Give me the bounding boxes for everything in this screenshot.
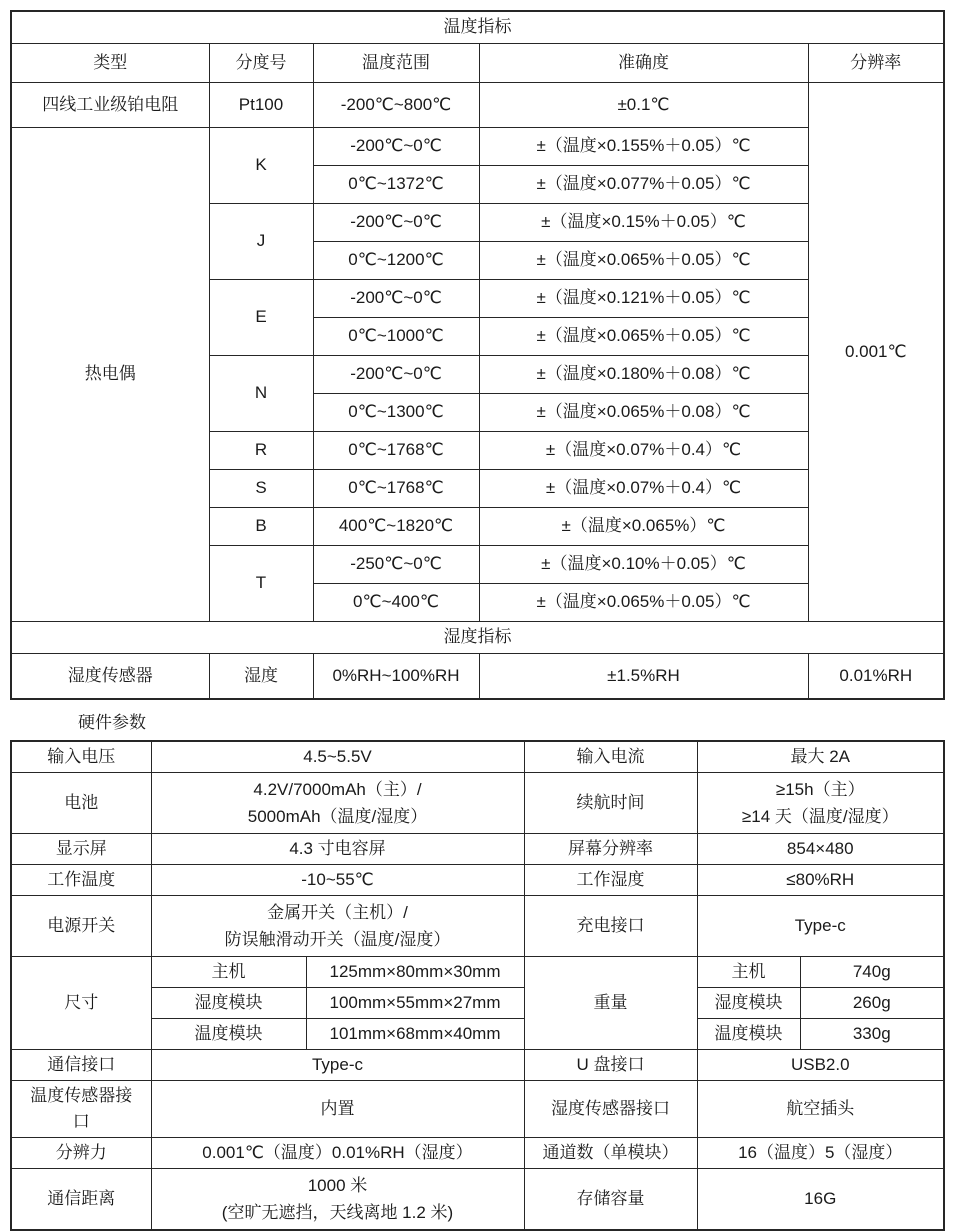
range-cell: -200℃~0℃ bbox=[313, 280, 479, 318]
accuracy-cell: ±（温度×0.07%＋0.4）℃ bbox=[479, 432, 808, 470]
pt100-type-cell: 四线工业级铂电阻 bbox=[11, 83, 209, 128]
range-cell: 0℃~1200℃ bbox=[313, 242, 479, 280]
spec-label: 通信距离 bbox=[11, 1169, 151, 1231]
power-switch-value-line1: 金属开关（主机）/ bbox=[267, 902, 408, 922]
accuracy-cell: ±（温度×0.121%＋0.05）℃ bbox=[479, 280, 808, 318]
accuracy-cell: ±（温度×0.10%＋0.05）℃ bbox=[479, 546, 808, 584]
resolution-value-cell: 0.001℃ bbox=[808, 83, 944, 622]
dimension-item-value: 100mm×55mm×27mm bbox=[306, 988, 524, 1019]
dimensions-label: 尺寸 bbox=[11, 957, 151, 1050]
spec-label: U 盘接口 bbox=[524, 1050, 697, 1081]
spec-label: 显示屏 bbox=[11, 834, 151, 865]
spec-value: 内置 bbox=[151, 1081, 524, 1138]
weight-item-name: 温度模块 bbox=[697, 1019, 800, 1050]
table-row bbox=[11, 1138, 944, 1169]
range-cell: -200℃~0℃ bbox=[313, 356, 479, 394]
range-cell: 0℃~1768℃ bbox=[313, 432, 479, 470]
index-cell-E: E bbox=[209, 280, 313, 356]
spec-label: 存储容量 bbox=[524, 1169, 697, 1231]
range-cell: -250℃~0℃ bbox=[313, 546, 479, 584]
index-cell-T: T bbox=[209, 546, 313, 622]
header-resolution: 分辨率 bbox=[808, 44, 944, 83]
range-cell: -200℃~0℃ bbox=[313, 128, 479, 166]
index-cell-R: R bbox=[209, 432, 313, 470]
dimension-item-name: 温度模块 bbox=[151, 1019, 306, 1050]
spec-label: 屏幕分辨率 bbox=[524, 834, 697, 865]
pt100-index-cell: Pt100 bbox=[209, 83, 313, 128]
table-row bbox=[11, 83, 944, 128]
spec-value: 0.001℃（温度）0.01%RH（湿度） bbox=[151, 1138, 524, 1169]
weight-item-value: 260g bbox=[800, 988, 944, 1019]
spec-value: 航空插头 bbox=[697, 1081, 944, 1138]
spec-label: 分辨力 bbox=[11, 1138, 151, 1169]
spec-value: 16（温度）5（湿度） bbox=[697, 1138, 944, 1169]
accuracy-cell: ±（温度×0.180%＋0.08）℃ bbox=[479, 356, 808, 394]
index-cell-B: B bbox=[209, 508, 313, 546]
spec-value: ≤80%RH bbox=[697, 865, 944, 896]
accuracy-cell: ±（温度×0.155%＋0.05）℃ bbox=[479, 128, 808, 166]
table-row bbox=[11, 773, 944, 834]
range-cell: 400℃~1820℃ bbox=[313, 508, 479, 546]
table-row bbox=[11, 622, 944, 654]
index-cell-S: S bbox=[209, 470, 313, 508]
dimension-item-name: 主机 bbox=[151, 957, 306, 988]
header-type: 类型 bbox=[11, 44, 209, 83]
spec-label: 电源开关 bbox=[11, 896, 151, 957]
humidity-section-title: 湿度指标 bbox=[11, 622, 944, 654]
spec-label: 工作温度 bbox=[11, 865, 151, 896]
accuracy-cell: ±（温度×0.065%＋0.05）℃ bbox=[479, 318, 808, 356]
humidity-resolution-cell: 0.01%RH bbox=[808, 654, 944, 700]
spec-label: 通信接口 bbox=[11, 1050, 151, 1081]
comm-distance-value-line2: (空旷无遮挡，天线离地 1.2 米) bbox=[221, 1203, 454, 1222]
table-row bbox=[11, 1169, 944, 1231]
spec-label: 充电接口 bbox=[524, 896, 697, 957]
accuracy-cell: ±（温度×0.065%＋0.08）℃ bbox=[479, 394, 808, 432]
spec-value: 4.3 寸电容屏 bbox=[151, 834, 524, 865]
weight-item-value: 740g bbox=[800, 957, 944, 988]
accuracy-cell: ±（温度×0.077%＋0.05）℃ bbox=[479, 166, 808, 204]
spec-label bbox=[11, 1081, 151, 1138]
spec-value: USB2.0 bbox=[697, 1050, 944, 1081]
humidity-range-cell: 0%RH~100%RH bbox=[313, 654, 479, 700]
comm-distance-value-line1: 1000 米 bbox=[307, 1175, 368, 1195]
range-cell: 0℃~1300℃ bbox=[313, 394, 479, 432]
range-cell: 0℃~1768℃ bbox=[313, 470, 479, 508]
spec-label: 工作湿度 bbox=[524, 865, 697, 896]
spec-value bbox=[697, 773, 944, 834]
spec-value: 16G bbox=[697, 1169, 944, 1231]
accuracy-cell: ±（温度×0.065%）℃ bbox=[479, 508, 808, 546]
table-row bbox=[11, 11, 944, 44]
table-row bbox=[11, 957, 944, 988]
table-row bbox=[11, 834, 944, 865]
temperature-section-title: 温度指标 bbox=[11, 11, 944, 44]
table-row bbox=[11, 1019, 944, 1050]
endurance-value-line1: ≥15h（主） bbox=[775, 779, 865, 799]
spec-value: 4.5~5.5V bbox=[151, 741, 524, 773]
index-cell-N: N bbox=[209, 356, 313, 432]
spec-value: -10~55℃ bbox=[151, 865, 524, 896]
power-switch-value-line2: 防误触滑动开关（温度/湿度） bbox=[224, 930, 451, 949]
pt100-range-cell: -200℃~800℃ bbox=[313, 83, 479, 128]
endurance-value-line2: ≥14 天（温度/湿度） bbox=[741, 807, 899, 826]
range-cell: 0℃~1000℃ bbox=[313, 318, 479, 356]
dimension-item-value: 101mm×68mm×40mm bbox=[306, 1019, 524, 1050]
humidity-type-cell: 湿度传感器 bbox=[11, 654, 209, 700]
table-row bbox=[11, 865, 944, 896]
spec-label: 续航时间 bbox=[524, 773, 697, 834]
weight-item-value: 330g bbox=[800, 1019, 944, 1050]
accuracy-cell: ±（温度×0.065%＋0.05）℃ bbox=[479, 242, 808, 280]
table-row bbox=[11, 741, 944, 773]
temp-sensor-port-label: 温度传感器接口 bbox=[30, 1086, 133, 1131]
header-range: 温度范围 bbox=[313, 44, 479, 83]
range-cell: 0℃~400℃ bbox=[313, 584, 479, 622]
table-row bbox=[11, 44, 944, 83]
table-row bbox=[11, 988, 944, 1019]
spec-value: Type-c bbox=[151, 1050, 524, 1081]
spec-label: 湿度传感器接口 bbox=[524, 1081, 697, 1138]
range-cell: -200℃~0℃ bbox=[313, 204, 479, 242]
hardware-section-caption: 硬件参数 bbox=[78, 713, 146, 732]
table-row bbox=[11, 128, 944, 166]
spec-value bbox=[151, 1169, 524, 1231]
humidity-index-cell: 湿度 bbox=[209, 654, 313, 700]
weight-item-name: 湿度模块 bbox=[697, 988, 800, 1019]
accuracy-cell: ±（温度×0.065%＋0.05）℃ bbox=[479, 584, 808, 622]
temperature-spec-table bbox=[10, 10, 945, 700]
spec-label: 输入电流 bbox=[524, 741, 697, 773]
index-cell-K: K bbox=[209, 128, 313, 204]
range-cell: 0℃~1372℃ bbox=[313, 166, 479, 204]
hardware-spec-table bbox=[10, 740, 945, 1231]
weight-item-name: 主机 bbox=[697, 957, 800, 988]
weight-label: 重量 bbox=[524, 957, 697, 1050]
accuracy-cell: ±（温度×0.07%＋0.4）℃ bbox=[479, 470, 808, 508]
table-row bbox=[11, 654, 944, 700]
pt100-accuracy-cell: ±0.1℃ bbox=[479, 83, 808, 128]
spec-value bbox=[151, 773, 524, 834]
spec-label: 输入电压 bbox=[11, 741, 151, 773]
table-row bbox=[11, 1081, 944, 1138]
battery-value-line2: 5000mAh（温度/湿度） bbox=[247, 807, 428, 826]
accuracy-cell: ±（温度×0.15%＋0.05）℃ bbox=[479, 204, 808, 242]
header-index: 分度号 bbox=[209, 44, 313, 83]
spec-label: 电池 bbox=[11, 773, 151, 834]
header-accuracy: 准确度 bbox=[479, 44, 808, 83]
dimension-item-name: 湿度模块 bbox=[151, 988, 306, 1019]
battery-value-line1: 4.2V/7000mAh（主）/ bbox=[253, 779, 422, 799]
spec-value: 最大 2A bbox=[697, 741, 944, 773]
dimension-item-value: 125mm×80mm×30mm bbox=[306, 957, 524, 988]
spec-label: 通道数（单模块） bbox=[524, 1138, 697, 1169]
index-cell-J: J bbox=[209, 204, 313, 280]
table-row bbox=[11, 896, 944, 957]
thermocouple-type-cell: 热电偶 bbox=[11, 128, 209, 622]
humidity-accuracy-cell: ±1.5%RH bbox=[479, 654, 808, 700]
spec-value bbox=[151, 896, 524, 957]
table-row bbox=[11, 1050, 944, 1081]
spec-value: 854×480 bbox=[697, 834, 944, 865]
spec-value: Type-c bbox=[697, 896, 944, 957]
